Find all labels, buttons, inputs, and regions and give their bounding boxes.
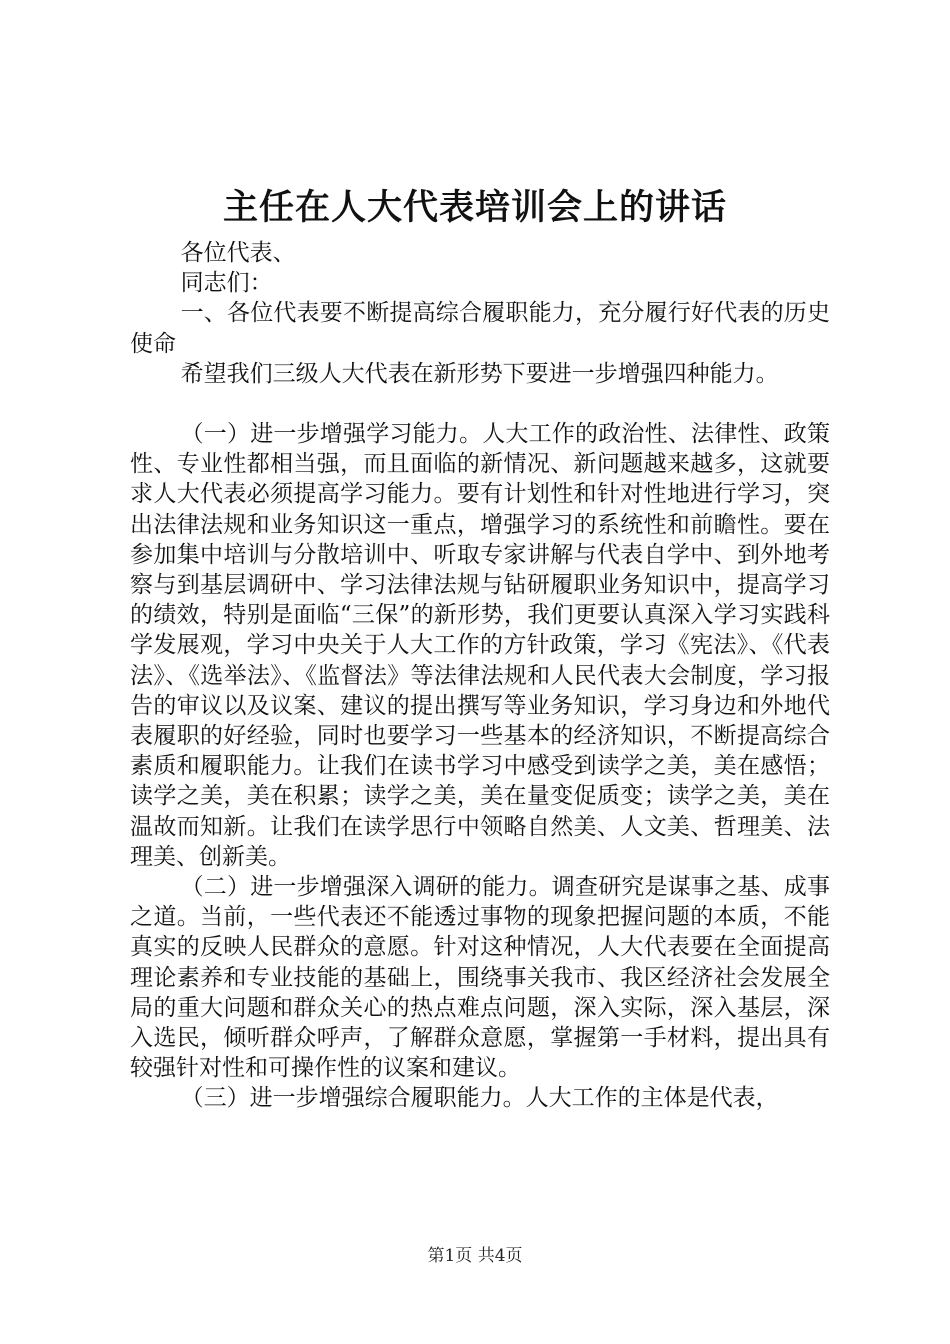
paragraph-gap	[130, 389, 830, 419]
intro-paragraph: 希望我们三级人大代表在新形势下要进一步增强四种能力。	[180, 360, 779, 387]
paragraph-research-ability: （二）进一步增强深入调研的能力。调查研究是谋事之基、成事之道。当前，一些代表还不能透过事物的现象把握问题的本质，不能真实的反映人民群众的意愿。针对这种情况，人大代表要在全面提高理论素养和专业技能的基础上，围绕事关我市、我区经济社会发展全局的重大问题和群众关心的热点难点问题，深入实际，深入基层，深入选民，倾听群众呼声，了解群众意愿，掌握第一手材料，提出具有较强针对性和可操作性的议案和建议。	[130, 874, 830, 1082]
page-number: 第1页 共4页	[427, 1246, 523, 1266]
paragraph-learning-ability: （一）进一步增强学习能力。人大工作的政治性、法律性、政策性、专业性都相当强，而且面临的新情况、新问题越来越多，这就要求人大代表必须提高学习能力。要有计划性和针对性地进行学习，突出法律法规和业务知识这一重点，增强学习的系统性和前瞻性。要在参加集中培训与分散培训中、听取专家讲解与代表自学中、到外地考察与到基层调研中、学习法律法规与钻研履职业务知识中，提高学习的绩效，特别是面临“三保”的新形势，我们更要认真深入学习实践科学发展观，学习中央关于人大工作的方针政策，学习《宪法》、《代表法》、《选举法》、《监督法》等法律法规和人民代表大会制度，学习报告的审议以及议案、建议的提出撰写等业务知识，学习身边和外地代表履职的好经验，同时也要学习一些基本的经济知识，不断提高综合素质和履职能力。让我们在读书学习中感受到读学之美，美在感悟；读学之美，美在积累；读学之美，美在量变促质变；读学之美，美在温故而知新。让我们在读学思行中领略自然美、人文美、哲理美、法理美、创新美。	[130, 421, 830, 870]
paragraph-comprehensive-ability: （三）进一步增强综合履职能力。人大工作的主体是代表，	[180, 1085, 779, 1112]
salutation-line-2: 同志们：	[180, 270, 273, 297]
salutation-line-1: 各位代表、	[180, 240, 296, 266]
document-title: 主任在人大代表培训会上的讲话	[222, 187, 727, 228]
document-body	[130, 238, 830, 1114]
section-heading: 一、各位代表要不断提高综合履职能力，充分履行好代表的历史使命	[130, 300, 830, 357]
